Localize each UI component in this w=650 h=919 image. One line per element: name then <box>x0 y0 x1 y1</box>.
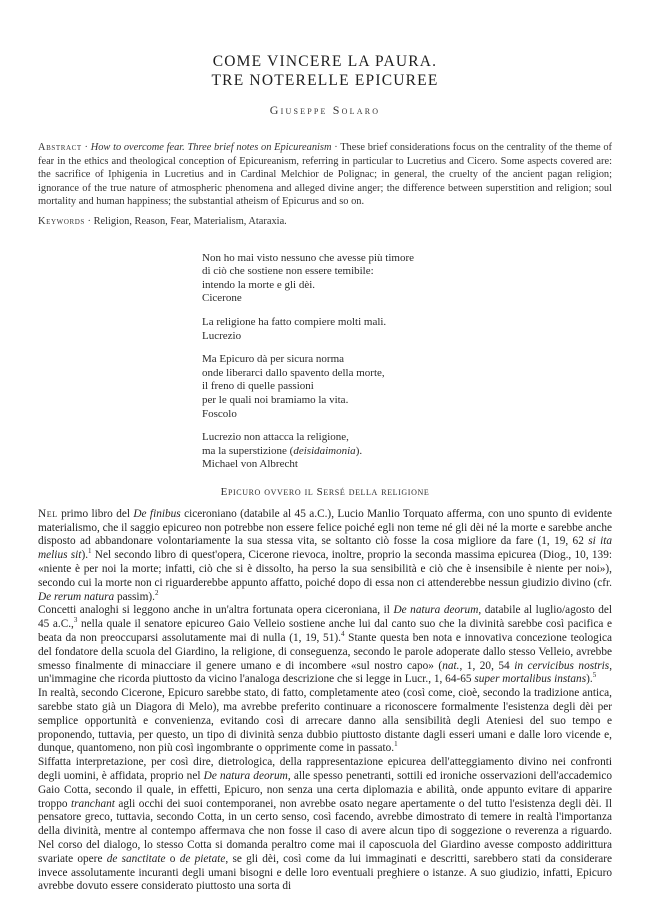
epigraph-source: Lucrezio <box>202 329 242 342</box>
text-run: , 1, 20, 54 <box>459 659 515 672</box>
footnote-marker[interactable]: 5 <box>592 671 597 680</box>
text-run: , un'immagine che ricorda piuttosto da vicino l'analoga descrizione che si legge in Lucr., 1, 64-65 <box>38 659 613 686</box>
epigraph-line: intendo la morte e gli dèi. <box>202 278 316 291</box>
italic-run: nat. <box>442 659 460 672</box>
text-run: , se gli dèi, così come da lui immaginati e descritti, sarebbero stati da considerare invece assolutamente incuranti degli umani bisogni e delle loro eventuali preghiere o istanze. A suo giudizio, infatti, Epicuro avrebbe dovuto essere considerato piuttosto una sorta di <box>38 852 613 893</box>
epigraph-greek-term: deisidaimonia <box>293 444 356 457</box>
text-run: In realtà, secondo Cicerone, Epicuro sarebbe stato, di fatto, completamente ateo (così come, cioè, secondo la tradizione antica, sarebbe stato già un Diagora di Melo), ma avrebbe preferito continuare a riconoscere formalmente l'esistenza degli dèi per semplice opportunità e convenienza, evitando così di arrecare danno alla sensibilità degli Ateniesi del suo tempo e proponendo, tuttavia, per questo, un tipo di divinità senza dubbio piuttosto distante dagli esseri umani e dalle loro vicende e, dunque, quantomeno, non più così ingombrante o opprimente come in passato. <box>38 687 612 755</box>
italic-run: si ita melius sit <box>38 535 612 562</box>
epigraph-line: La religione ha fatto compiere molti mali. <box>202 315 387 328</box>
epigraph-line: Lucrezio non attacca la religione, <box>202 431 349 444</box>
epigraph-text: ). <box>355 444 363 457</box>
footnote-marker[interactable]: 1 <box>394 740 398 749</box>
abstract-english-title: How to overcome fear. Three brief notes on Epicureanism <box>90 142 332 153</box>
italic-run: de sanctitate <box>106 852 166 865</box>
author-name: Giuseppe Solaro <box>269 103 381 117</box>
keywords-text: · Religion, Reason, Fear, Materialism, Ataraxia. <box>84 215 287 227</box>
italic-run: De rerum natura <box>38 590 115 603</box>
epigraph-source: Foscolo <box>202 407 237 420</box>
italic-run: in cervicibus nostris <box>514 659 610 672</box>
text-run: o <box>165 852 180 865</box>
text-run: , alle spesso penetranti, sottili ed ironiche osservazioni dell'accademico Gaio Cotta, secondo il quale, in effetti, Epicuro, non senza una certa diplomazia e abilità, onde appunto evitare di apparire troppo <box>38 770 612 810</box>
text-run: , databile al luglio/agosto del 45 a.C., <box>38 604 613 631</box>
epigraph-line: di ciò che sostiene non essere temibile: <box>202 265 374 278</box>
abstract-separator: · <box>81 142 91 153</box>
epigraph-von-albrecht <box>202 431 612 472</box>
epigraph-source: Michael von Albrecht <box>202 458 298 471</box>
italic-run: De natura deorum <box>203 770 288 783</box>
footnote-marker[interactable]: 3 <box>73 616 78 625</box>
epigraph-line: Non ho mai visto nessuno che avesse più timore <box>202 251 415 264</box>
text-run: Stante questa ben nota e innovativa concezione teologica del fondatore della scuola del Giardino, la religione, di conseguenza, secondo le parole adoperate dallo stesso Velleio, avrebbe smesso finalmente di minacciare il genere umano e di incombere «sul nostro capo» ( <box>38 632 612 672</box>
drop-word: Nel <box>38 507 58 520</box>
paragraph-1 <box>38 508 612 605</box>
epigraph-cicerone <box>202 252 612 306</box>
paragraph-4 <box>38 756 612 894</box>
italic-run: tranchant <box>70 797 115 810</box>
text-run: ). <box>81 549 89 562</box>
italic-run: super mortalibus instans <box>474 673 587 686</box>
text-run: Concetti analoghi si leggono anche in un'altra fortunata opera ciceroniana, il <box>38 604 394 617</box>
footnote-marker[interactable]: 4 <box>340 630 345 639</box>
epigraph-text: ma la superstizione ( <box>202 444 294 457</box>
epigraph-foscolo <box>202 353 612 421</box>
paragraph-3 <box>38 687 612 756</box>
title-line-2: TRE NOTERELLE EPICUREE <box>211 72 439 89</box>
page <box>38 0 612 894</box>
paragraph-2 <box>38 604 612 687</box>
text-run: ciceroniano (databile al 45 a.C.), Lucio Manlio Torquato afferma, con uno spunto di evidente materialismo, che il saggio epicureo non potrebbe non essere felice poiché egli non teme né gli dèi né la morte e sarebbe anche disposto ad abbandonare volontariamente la sua stessa vita, se soltanto ciò fosse la cosa migliore da fare (1, 19, 62 <box>38 507 612 548</box>
text-run: passim). <box>114 590 155 603</box>
italic-run: de pietate <box>179 852 226 865</box>
text-run: ). <box>586 673 593 686</box>
article-body <box>38 508 612 894</box>
epigraph-line: Ma Epicuro dà per sicura norma <box>202 353 345 366</box>
abstract <box>38 141 612 209</box>
text-run: agli occhi dei suoi contemporanei, non avrebbe osato negare apertamente o del tutto l'esistenza degli dèi. Il pensatore greco, tuttavia, secondo Cotta, in un certo senso, così facendo, avrebbe dimostrato di temere in realtà l'importanza della divinità, mentre al contempo affermava che non fosse il caso di avere alcun tipo di soggezione o reverenza a riguardo. Nel corso del dialogo, lo stesso Cotta si domanda peraltro come mai il caposcuola del Giardino avesse composto addirittura svariate opere <box>38 797 612 865</box>
keywords-label: Keywords <box>38 215 85 227</box>
text-run: nella quale il senatore epicureo Gaio Velleio sostiene anche lui dal canto suo che la divinità sarebbe così pacifica e beata da non preoccuparsi assolutamente mai di nulla (1, 19, 51). <box>38 618 612 645</box>
epigraphs <box>202 252 612 472</box>
epigraph-line: per le quali noi bramiamo la vita. <box>202 393 349 406</box>
epigraph-line: il freno di quelle passioni <box>202 380 314 393</box>
text-run: Siffatta interpretazione, per così dire, dietrologica, della rappresentazione epicurea dell'atteggiamento divino nei confronti degli uomini, è affidata, proprio nel <box>38 756 612 783</box>
text-run: Nel secondo libro di quest'opera, Cicerone rievoca, inoltre, proprio la seconda massima epicurea (Diog., 10, 139: «niente è per noi la morte; infatti, ciò che si è dissolto, ha perso la sua sensibilità e ciò che è insensibile è niente per noi»), secondo cui la morte non ci riguarderebbe appunto affatto, poiché dopo di essa non ci attenderebbe nessun giudizio divino (cfr. <box>38 549 612 589</box>
section-title: Epicuro ovvero il Sersé della religione <box>220 485 430 498</box>
text-run: primo libro del <box>57 507 134 520</box>
epigraph-line <box>202 445 612 459</box>
epigraph-line: onde liberarci dallo spavento della morte, <box>202 366 385 379</box>
abstract-text: · These brief considerations focus on the centrality of the theme of fear in the ethics and theological conception of Epicureanism, referring in particular to Lucretius and Cicero. Some aspects covered are: the sacrifice of Iphigenia in Lucretius and in Cardinal Melchior de Polignac; in general, the cruelty of the ancient pagan religion; ignorance of the true nature of atmospheric phenomena and alleged divine anger; the difference between superstition and religion; soul mortality and human happiness; the substantial atheism of Epicurus and so on. <box>38 142 613 208</box>
article-title <box>38 52 612 90</box>
keywords <box>38 215 612 229</box>
footnote-marker[interactable]: 1 <box>88 547 92 556</box>
title-line-1: COME VINCERE LA PAURA. <box>212 53 438 70</box>
epigraph-lucrezio <box>202 316 612 343</box>
footnote-marker[interactable]: 2 <box>154 588 159 597</box>
abstract-label: Abstract <box>38 142 82 153</box>
epigraph-source: Cicerone <box>202 292 242 305</box>
italic-run: De finibus <box>133 507 181 520</box>
italic-run: De natura deorum <box>393 604 479 617</box>
